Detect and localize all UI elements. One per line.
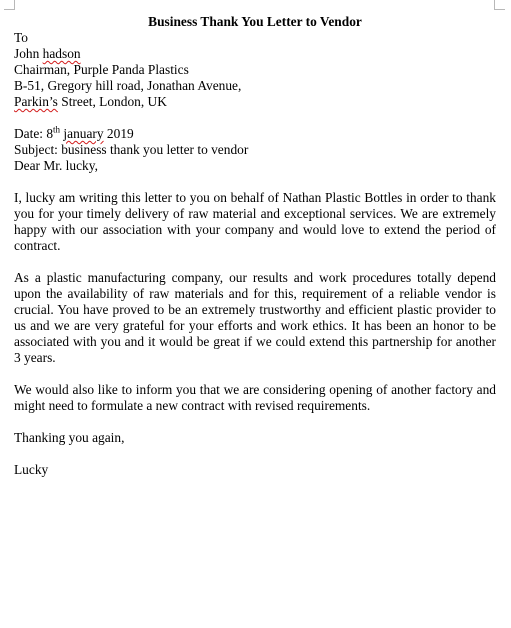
date-line	[14, 126, 496, 142]
date-suffix: th	[53, 124, 61, 135]
to-line: To	[14, 30, 28, 45]
letter-body[interactable]	[14, 14, 496, 478]
address-street-name: Parkin’s	[14, 94, 58, 109]
date-month: january	[63, 126, 104, 141]
spacer	[14, 366, 496, 382]
subject-line: Subject: business thank you letter to vendor	[14, 142, 249, 157]
letter-title: Business Thank You Letter to Vendor	[148, 14, 362, 29]
signature: Lucky	[14, 462, 49, 477]
spacer	[14, 446, 496, 462]
recipient-first-name: John	[14, 46, 43, 61]
address-line-2	[14, 94, 496, 110]
spacer	[14, 110, 496, 126]
paragraph-1: I, lucky am writing this letter to you on behalf of Nathan Plastic Bottles in order to thank you for your timely delivery of raw material and exceptional services. We are extremely happy with our association with your company and would love to extend the period of contract.	[14, 190, 496, 253]
date-year: 2019	[103, 126, 134, 141]
closing: Thanking you again,	[14, 430, 125, 445]
recipient-last-name: hadson	[42, 46, 81, 61]
recipient-name	[14, 46, 496, 62]
spacer	[14, 174, 496, 190]
spacer	[14, 254, 496, 270]
page-corner-marker-left	[4, 0, 15, 10]
recipient-title: Chairman, Purple Panda Plastics	[14, 62, 189, 77]
salutation: Dear Mr. lucky,	[14, 158, 98, 173]
spacer	[14, 414, 496, 430]
paragraph-3: We would also like to inform you that we are considering opening of another factory and might need to formulate a new contract with revised requirements.	[14, 382, 496, 413]
paragraph-2: As a plastic manufacturing company, our results and work procedures totally depend upon the availability of raw materials and for this, requirement of a reliable vendor is crucial. You have proved to be an extremely trustworthy and efficient plastic provider to us and we are very grateful for your efforts and work ethics. It has been an honor to be associated with you and it would be great if we could extend this partnership for another 3 years.	[14, 270, 496, 365]
address-line-1: B-51, Gregory hill road, Jonathan Avenue,	[14, 78, 242, 93]
date-prefix: Date: 8	[14, 126, 54, 141]
page-corner-marker-right	[494, 0, 505, 10]
address-city: Street, London, UK	[57, 94, 167, 109]
